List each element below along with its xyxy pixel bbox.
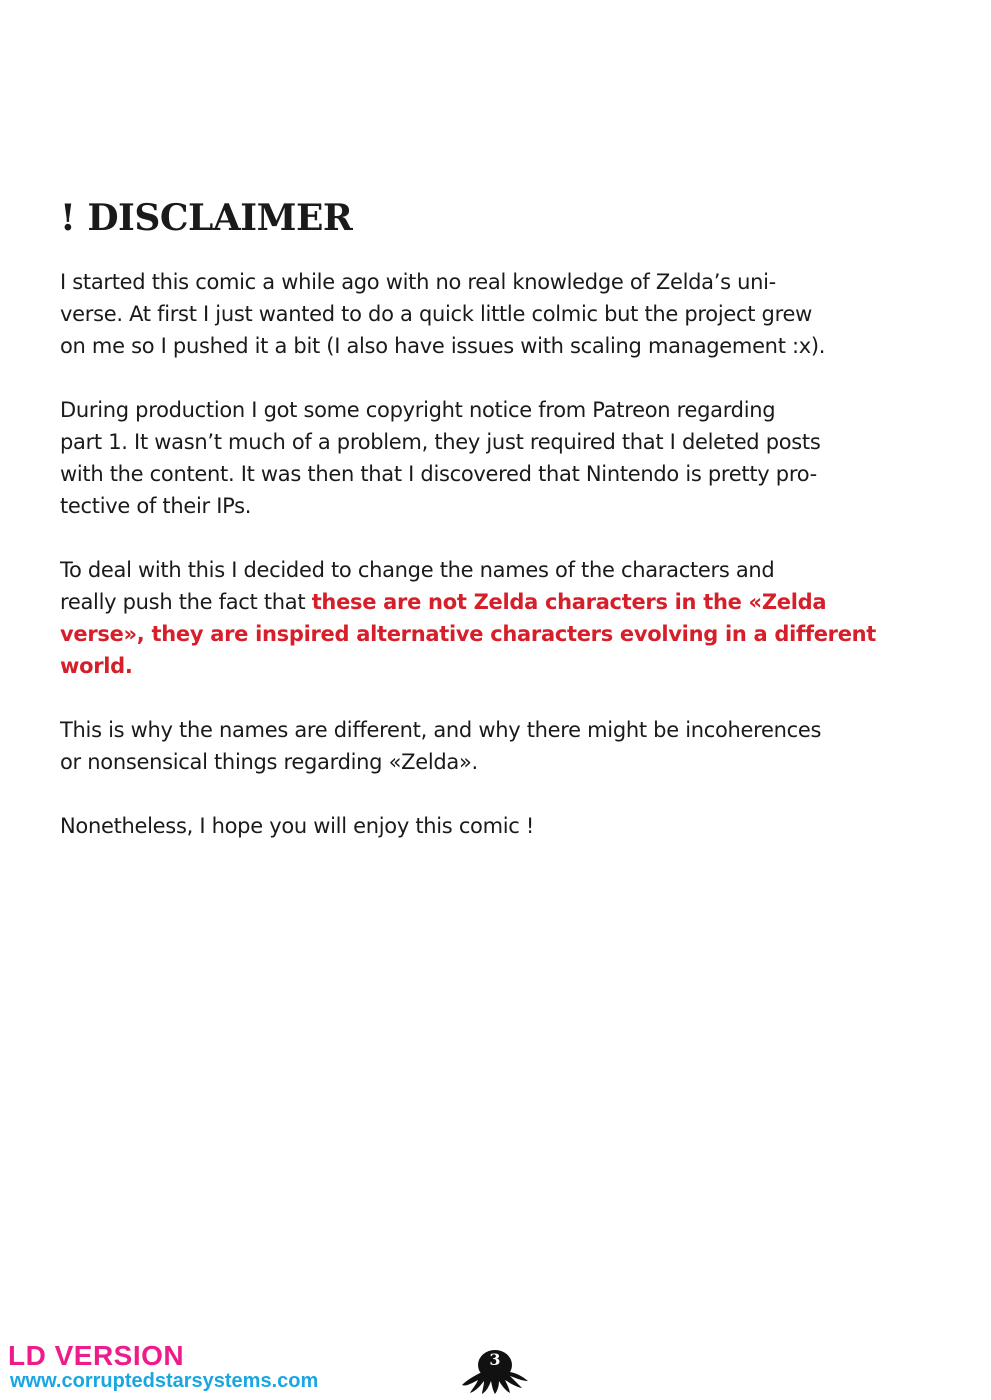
paragraph-5 xyxy=(60,810,880,842)
paragraph-2 xyxy=(60,394,880,522)
text-line: tective of their IPs. xyxy=(60,494,252,518)
text-line: really push the fact that xyxy=(60,590,312,614)
page-number-badge xyxy=(460,1347,532,1395)
text-line: This is why the names are different, and why there might be incoherences xyxy=(60,718,822,742)
text-line: During production I got some copyright notice from Patreon regarding xyxy=(60,398,776,422)
highlighted-text: world. xyxy=(60,654,133,678)
paragraph-1 xyxy=(60,266,880,362)
text-line: I started this comic a while ago with no real knowledge of Zelda’s uni- xyxy=(60,270,776,294)
page-title: ! DISCLAIMER xyxy=(60,197,353,239)
highlighted-text: these are not Zelda characters in the «Zelda xyxy=(311,590,827,614)
version-label: LD VERSION xyxy=(8,1340,185,1371)
page-number: 3 xyxy=(489,1350,501,1369)
paragraph-3 xyxy=(60,554,880,682)
text-line: To deal with this I decided to change the names of the characters and xyxy=(60,558,775,582)
text-line: with the content. It was then that I discovered that Nintendo is pretty pro- xyxy=(60,462,817,486)
highlighted-text: verse», they are inspired alternative characters evolving in a different xyxy=(60,622,877,646)
website-link[interactable]: www.corruptedstarsystems.com xyxy=(10,1370,319,1392)
text-line: on me so I pushed it a bit (I also have issues with scaling management :x). xyxy=(60,334,826,358)
text-line: Nonetheless, I hope you will enjoy this comic ! xyxy=(60,814,535,838)
text-line: verse. At first I just wanted to do a quick little colmic but the project grew xyxy=(60,302,812,326)
disclaimer-body xyxy=(60,266,880,874)
text-line: part 1. It wasn’t much of a problem, they just required that I deleted posts xyxy=(60,430,821,454)
paragraph-4 xyxy=(60,714,880,778)
text-line: or nonsensical things regarding «Zelda». xyxy=(60,750,478,774)
